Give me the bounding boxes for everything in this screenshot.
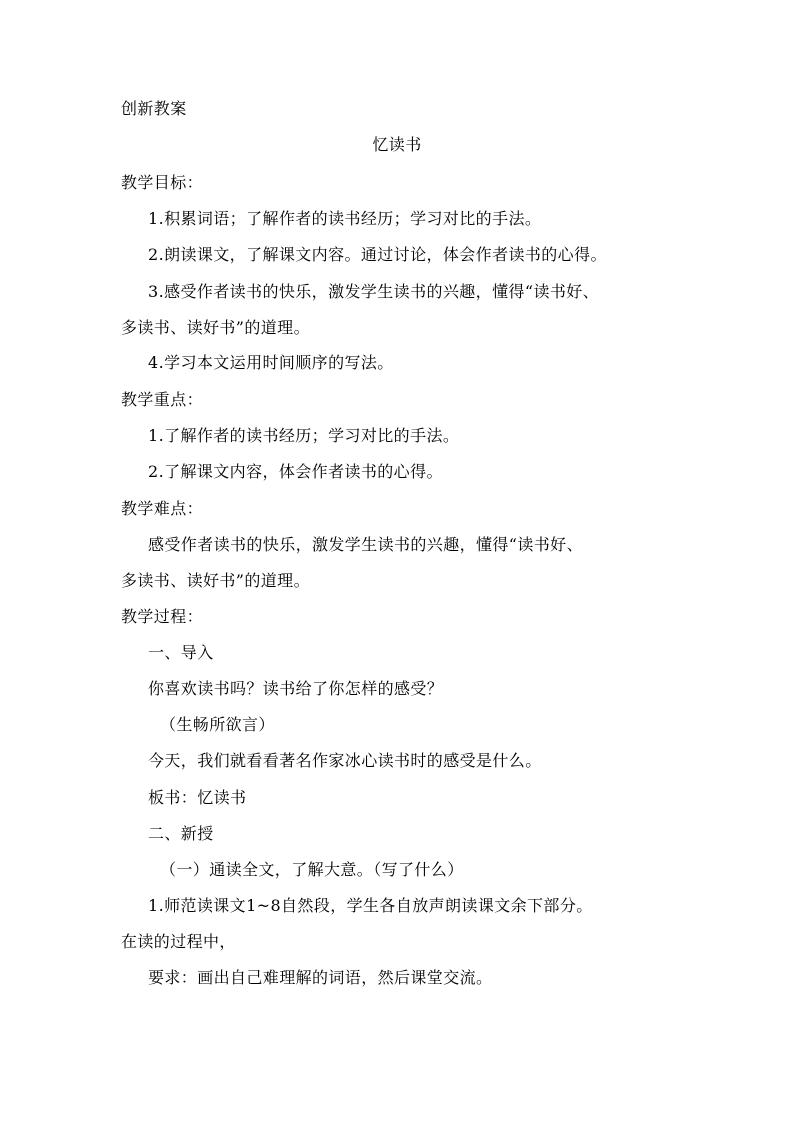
goal-item: 2.朗读课文，了解课文内容。通过讨论，体会作者读书的心得。 [148, 245, 607, 264]
goal-item-continued: 多读书、读好书”的道理。 [121, 318, 310, 337]
process-item-continued: 在读的过程中， [121, 932, 236, 951]
difficulty-item: 感受作者读书的快乐，激发学生读书的兴趣，懂得“读书好、 [148, 535, 583, 554]
process-item: 二、新授 [148, 824, 214, 843]
process-item: 一、导入 [148, 643, 214, 662]
difficulty-item-continued: 多读书、读好书”的道理。 [121, 571, 310, 590]
goal-item: 4.学习本文运用时间顺序的写法。 [148, 353, 394, 372]
key-point-item: 2.了解课文内容，体会作者读书的心得。 [148, 462, 443, 481]
goal-item: 1.积累词语；了解作者的读书经历；学习对比的手法。 [148, 209, 542, 228]
process-item: 1.师范读课文1~8自然段，学生各自放声朗读课文余下部分。 [148, 896, 593, 915]
document-title: 忆读书 [372, 135, 422, 154]
goals-heading: 教学目标： [121, 173, 204, 192]
difficulties-heading: 教学难点： [121, 499, 204, 518]
goal-item: 3.感受作者读书的快乐，激发学生读书的兴趣，懂得“读书好、 [148, 282, 600, 301]
process-item: （生畅所欲言） [160, 715, 275, 734]
process-item: 今天，我们就看看著名作家冰心读书时的感受是什么。 [148, 751, 542, 770]
key-point-item: 1.了解作者的读书经历；学习对比的手法。 [148, 426, 460, 445]
process-heading: 教学过程： [121, 607, 204, 626]
process-item: 板书：忆读书 [148, 788, 247, 807]
document-header: 创新教案 [121, 99, 187, 118]
process-item: 你喜欢读书吗？读书给了你怎样的感受？ [148, 679, 444, 698]
process-item: 要求：画出自己难理解的词语，然后课堂交流。 [148, 968, 493, 987]
process-item: （一）通读全文，了解大意。（写了什么） [160, 860, 464, 879]
key-points-heading: 教学重点： [121, 390, 204, 409]
